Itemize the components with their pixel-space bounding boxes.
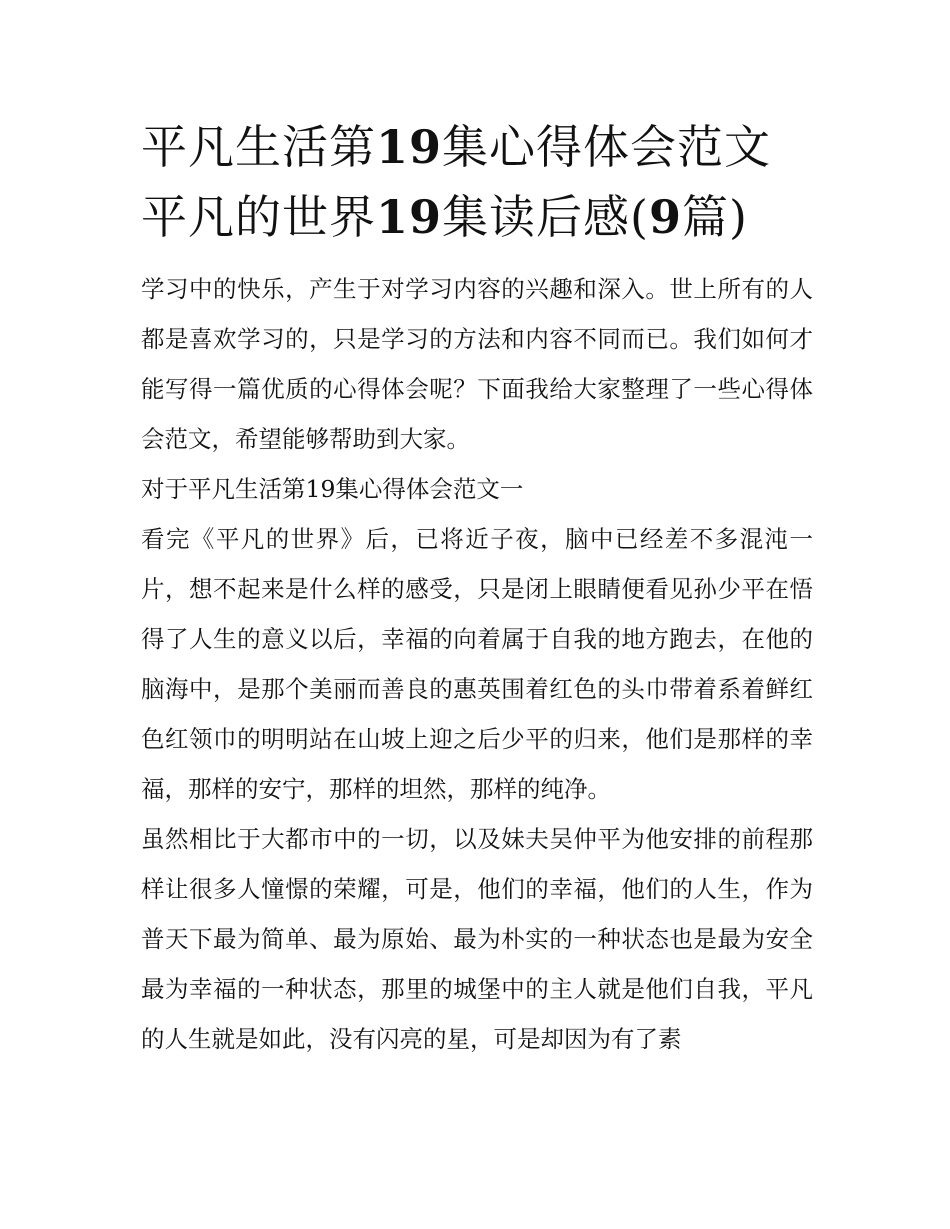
title-line-2: 平凡的世界19集读后感(9篇) (141, 190, 748, 244)
document-title (141, 112, 813, 252)
title-line-1: 平凡生活第19集心得体会范文 (141, 120, 772, 174)
paragraph-2: 虽然相比于大都市中的一切，以及妹夫吴仲平为他安排的前程那样让很多人憧憬的荣耀，可是，他们的幸福，他们的人生，作为普天下最为简单、最为原始、最为朴实的一种状态也是最为安全最为幸福的一种状态，那里的城堡中的主人就是他们自我，平凡的人生就是如此，没有闪亮的星，可是却因为有了素 (141, 825, 813, 1053)
document-body (141, 264, 813, 1064)
section-heading: 对于平凡生活第19集心得体会范文一 (141, 475, 524, 503)
document-page (141, 112, 813, 1064)
paragraph-1: 看完《平凡的世界》后，已将近子夜，脑中已经差不多混沌一片，想不起来是什么样的感受，只是闭上眼睛便看见孙少平在悟得了人生的意义以后，幸福的向着属于自我的地方跑去，在他的脑海中，是那个美丽而善良的惠英围着红色的头巾带着系着鲜红色红领巾的明明站在山坡上迎之后少平的归来，他们是那样的幸福，那样的安宁，那样的坦然，那样的纯净。 (141, 525, 813, 803)
paragraph-intro: 学习中的快乐，产生于对学习内容的兴趣和深入。世上所有的人都是喜欢学习的，只是学习的方法和内容不同而已。我们如何才能写得一篇优质的心得体会呢？下面我给大家整理了一些心得体会范文，希望能够帮助到大家。 (141, 275, 813, 453)
